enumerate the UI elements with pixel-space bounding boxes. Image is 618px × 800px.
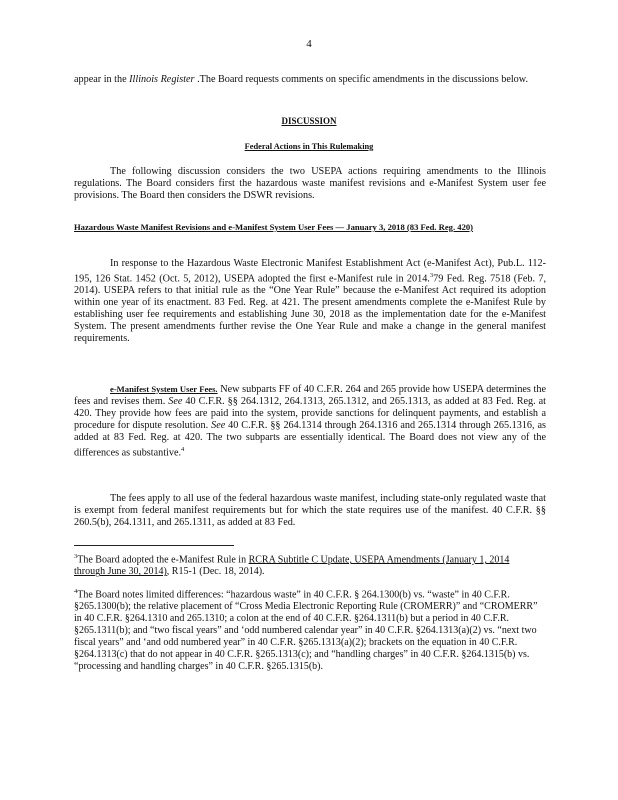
paragraph-fees (74, 384, 546, 459)
fees-label: e-Manifest System User Fees. (110, 384, 218, 394)
footnote-text-end: , R15-1 (Dec. 18, 2014). (166, 566, 265, 578)
intro-text-end: .The Board requests comments on specific amendments in the discussions below. (194, 74, 529, 85)
footnote-separator (74, 545, 234, 546)
fees-text: New subparts FF of 40 C.F.R. 264 and 265 provide how USEPA determines the fees and revises them. (74, 384, 547, 407)
see-signal: See (168, 395, 183, 407)
footnote-ref-4: 4 (181, 445, 185, 453)
paragraph-fees-apply: The fees apply to all use of the federal hazardous waste manifest, including state-only regulated waste that is exempt from federal manifest requirements but for which the state requires use of the manifest. 40 C.F.R. §§ 260.5(b), 264.1311, and 265.1311, as added at 83 Fed. (74, 493, 546, 528)
footnote-marker: 4 (74, 588, 78, 595)
fees-text-3: 40 C.F.R. §§ 264.1314 through 264.1316 and 265.1314 through 265.1316, as added at 83 Fed. Reg. at 420. The two subparts are essentially identical. The Board does not view any of the differences as substantive. (74, 419, 546, 458)
footnote-3 (74, 551, 542, 578)
footnote-4 (74, 586, 542, 673)
intro-source: Illinois Register (129, 74, 195, 85)
footnote-marker: 3 (74, 553, 78, 560)
federal-actions-heading: Federal Actions in This Rulemaking (244, 142, 374, 151)
footnote-text: The Board adopted the e-Manifest Rule in (77, 554, 249, 566)
fees-text-2: 40 C.F.R. §§ 264.1312, 264.1313, 265.1312, and 265.1313, as added at 83 Fed. Reg. at 420. They provide how fees are paid into the system, provide sanctions for delinquent payments, and establish a procedure for dispute resolution. (74, 395, 546, 431)
page-number: 4 (306, 38, 312, 50)
section-title: Hazardous Waste Manifest Revisions and e-Manifest System User Fees — January 3, 2018 (83 Fed. Reg. 420) (74, 222, 474, 232)
response-text-cont: 79 Fed. Reg. 7518 (Feb. 7, 2014). USEPA refers to that initial rule as the “One Year Rule” because the e-Manifest Act required its adoption within one year of its enactment. 83 Fed. Reg. at 421. The present amendments complete the e-Manifest Rule by establishing user fee requirements and establishing June 30, 2018 as the implementation date for the e-Manifest System. The present amendments further revise the One Year Rule and make a change in the general manifest requirements. (74, 273, 546, 344)
paragraph-response (74, 258, 546, 345)
intro-paragraph (74, 74, 546, 86)
see-signal-2: See (211, 419, 226, 431)
footnote-text: The Board notes limited differences: “hazardous waste” in 40 C.F.R. § 264.1300(b) vs. “waste” in 40 C.F.R. §265.1300(b); the relative placement of “Cross Media Electronic Reporting Rule (CROMERR)” and “CROMERR” in 40 C.F.R. §264.1310 and 265.1310; a colon at the end of 40 C.F.R. §264.1311(b) but a period in 40 C.F.R. §265.1311(b); and “two fiscal years” and ‘odd numbered calendar year” in 40 C.F.R. §264.1313(a)(2) vs. “next two fiscal years” and ‘and odd numbered year” in 40 C.F.R. §265.1313(a)(2); brackets on the equation in 40 C.F.R. §264.1313(c) that do not appear in 40 C.F.R. §265.1313(c); and “handling charges” in 40 C.F.R. §264.1315(b) vs. “processing and handling charges” in 40 C.F.R. §265.1315(b). (74, 589, 538, 672)
footnote-ref-3: 3 (429, 271, 434, 279)
footnote-citation: RCRA Subtitle C Update, USEPA Amendments (January 1, 2014 through June 30, 2014) (74, 554, 510, 578)
discussion-heading: DISCUSSION (281, 116, 337, 126)
paragraph-following-discussion: The following discussion considers the two USEPA actions requiring amendments to the Illinois regulations. The Board considers first the hazardous waste manifest revisions and e-Manifest System user fee provisions. The Board then considers the DSWR revisions. (74, 166, 546, 201)
intro-text: appear in the (74, 74, 130, 85)
response-text: In response to the Hazardous Waste Electronic Manifest Establishment Act (e-Manifest Act), Pub.L. 112-195, 126 Stat. 1452 (Oct. 5, 2012), USEPA adopted the first e-Manifest rule in 2014. (74, 258, 546, 285)
